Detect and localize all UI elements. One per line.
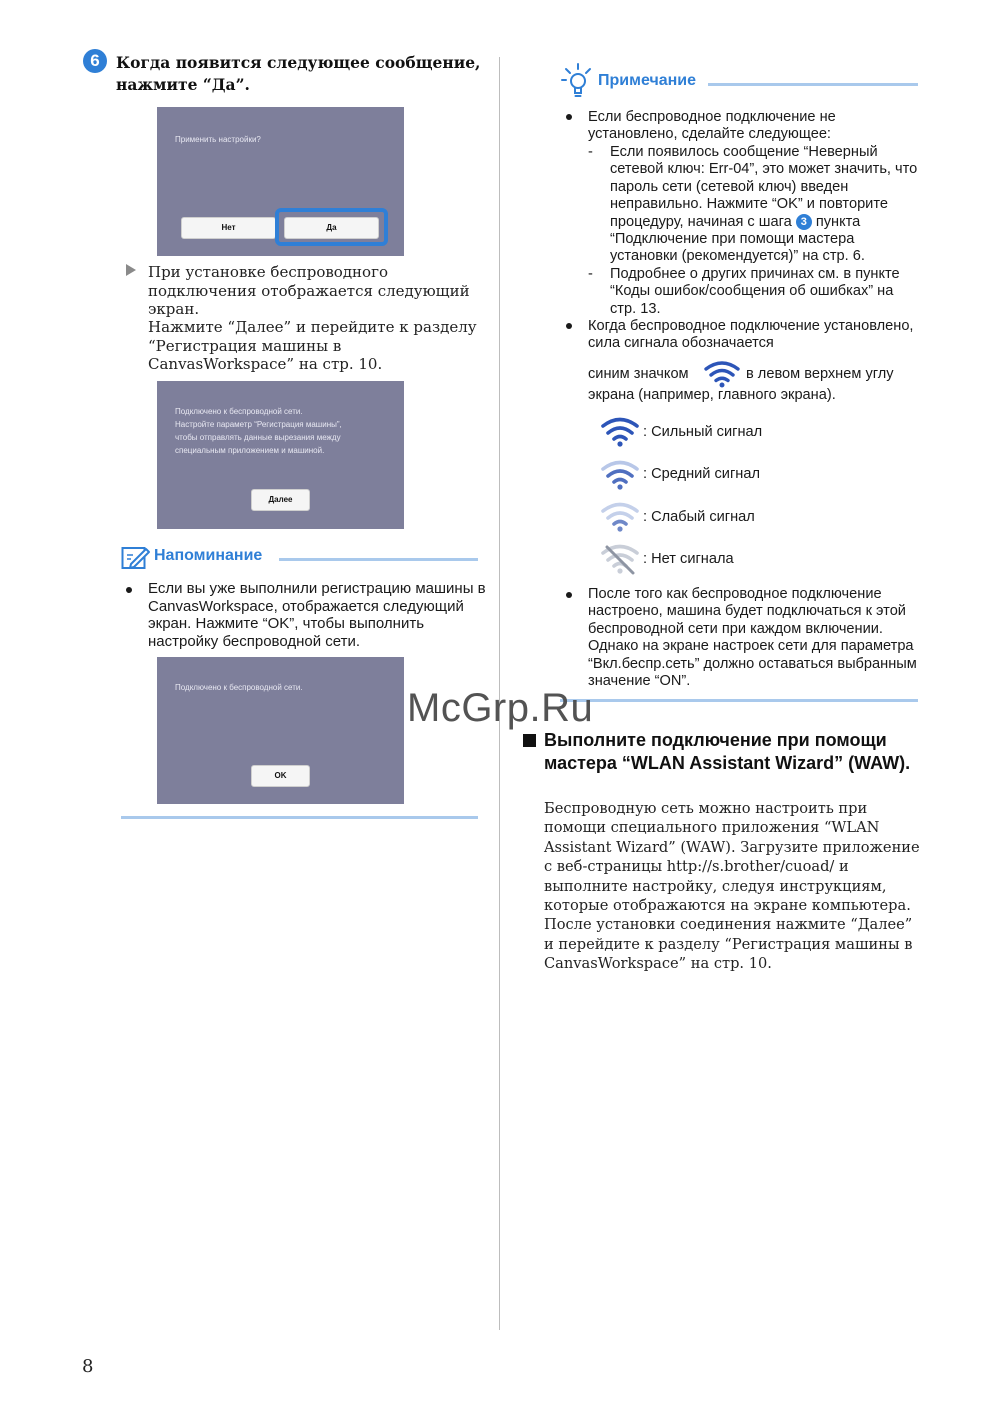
screen-line: Подключено к беспроводной сети. <box>175 407 303 416</box>
note-title: Примечание <box>598 72 697 89</box>
no-button[interactable]: Нет <box>181 217 276 239</box>
screen-line: чтобы отправлять данные вырезания между <box>175 433 341 442</box>
note-lightbulb-icon <box>560 63 596 99</box>
yes-button[interactable]: Да <box>284 217 379 239</box>
screen-line: Настройте параметр “Регистрация машины”, <box>175 420 342 429</box>
signal-row-weak <box>600 501 640 535</box>
section-body: Беспроводную сеть можно настроить при помощи специального приложения “WLAN Assistant Wizard” (WAW). Загрузите приложение с веб-страницы http://s.brother/cuoad/ и выполните настройку, следуя инструкциям, которые отображаются на экране компьютера. После установки соединения нажмите “Далее” и перейдите к разделу “Регистрация машины в CanvasWorkspace” на стр. 10. <box>544 800 920 973</box>
signal-row-medium <box>600 459 640 493</box>
note-dash-1-text: Если появилось сообщение “Неверный сетевой ключ: Err-04”, это может значить, что пароль сети (сетевой ключ) введен неправильно. Нажмите “OK” и повторите процедуру, начиная с шага <box>610 144 918 230</box>
bullet-icon <box>566 323 572 329</box>
wifi-medium-icon <box>600 459 640 491</box>
step-3-badge: 3 <box>796 214 812 230</box>
bullet-icon <box>566 114 572 120</box>
dash-marker: - <box>588 266 593 282</box>
wifi-strong-icon <box>600 416 640 448</box>
yes-button-highlight <box>275 208 388 246</box>
bullet-icon <box>126 587 132 593</box>
note-bullet-2-cont: синим значком <box>588 366 689 382</box>
next-step-text: Нажмите “Далее” и перейдите к разделу “Регистрация машины в CanvasWorkspace” на стр. 10. <box>148 318 477 373</box>
screen-message: Подключено к беспроводной сети. <box>175 683 303 692</box>
already-registered-screen <box>157 657 404 804</box>
note-dash-1 <box>610 144 920 266</box>
screen-line: специальным приложением и машиной. <box>175 446 325 455</box>
section-title: Выполните подключение при помощи мастера “WLAN Assistant Wizard” (WAW). <box>544 730 911 773</box>
section-square-icon <box>523 734 536 747</box>
result-text: При установке беспроводного подключения отображается следующий экран. <box>148 263 470 318</box>
ok-button[interactable]: OK <box>251 765 310 787</box>
watermark: McGrp.Ru <box>407 686 594 730</box>
screen-message <box>175 405 400 457</box>
signal-label-strong: : Сильный сигнал <box>643 424 763 440</box>
note-bullet-3: После того как беспроводное подключение настроено, машина будет подключаться к этой беспроводной сети при каждом включении. Однако на экране настроек сети для параметра “Вкл.беспр.сеть” должно оставаться выбранным значение “ON”. <box>588 586 917 690</box>
next-button[interactable]: Далее <box>251 489 310 511</box>
memo-title: Напоминание <box>154 547 263 564</box>
page-number: 8 <box>82 1356 94 1377</box>
memo-rule <box>279 558 478 561</box>
dash-marker: - <box>588 144 593 160</box>
wifi-none-icon <box>600 543 640 575</box>
note-dash-1-text-end: пункта “Подключение при помощи мастера установки (рекомендуется)” на стр. 6. <box>610 213 865 265</box>
screen-message: Применить настройки? <box>175 135 261 144</box>
note-bullet-1: Если беспроводное подключение не установлено, сделайте следующее: <box>588 109 836 143</box>
note-rule <box>708 83 918 86</box>
wifi-weak-icon <box>600 501 640 533</box>
step-title: Когда появится следующее сообщение, нажмите “Да”. <box>116 53 481 94</box>
signal-row-none <box>600 543 640 577</box>
bullet-icon <box>566 592 572 598</box>
section-end-rule <box>121 816 478 819</box>
signal-label-none: : Нет сигнала <box>643 551 734 567</box>
memo-text: Если вы уже выполнили регистрацию машины в CanvasWorkspace, отображается следующий экран. Нажмите “OK”, чтобы выполнить настройку беспроводной сети. <box>148 580 486 650</box>
apply-settings-screen <box>157 107 404 256</box>
wifi-blue-icon <box>703 360 741 388</box>
note-dash-2: Подробнее о других причинах см. в пункте “Коды ошибок/сообщения об ошибках” на стр. 13. <box>610 266 900 317</box>
wireless-connected-screen <box>157 381 404 529</box>
step-number-badge: 6 <box>83 49 107 73</box>
note-bullet-2-end: экрана (например, главного экрана). <box>588 387 836 403</box>
memo-pencil-icon <box>121 545 151 571</box>
signal-label-medium: : Средний сигнал <box>643 466 760 482</box>
note-bullet-2: Когда беспроводное подключение установлено, сила сигнала обозначается <box>588 318 914 352</box>
signal-label-weak: : Слабый сигнал <box>643 509 755 525</box>
signal-row-strong <box>600 416 640 450</box>
result-arrow-icon <box>126 264 136 276</box>
note-bullet-2-cont2: в левом верхнем углу <box>746 366 894 382</box>
note-end-rule <box>560 699 918 702</box>
